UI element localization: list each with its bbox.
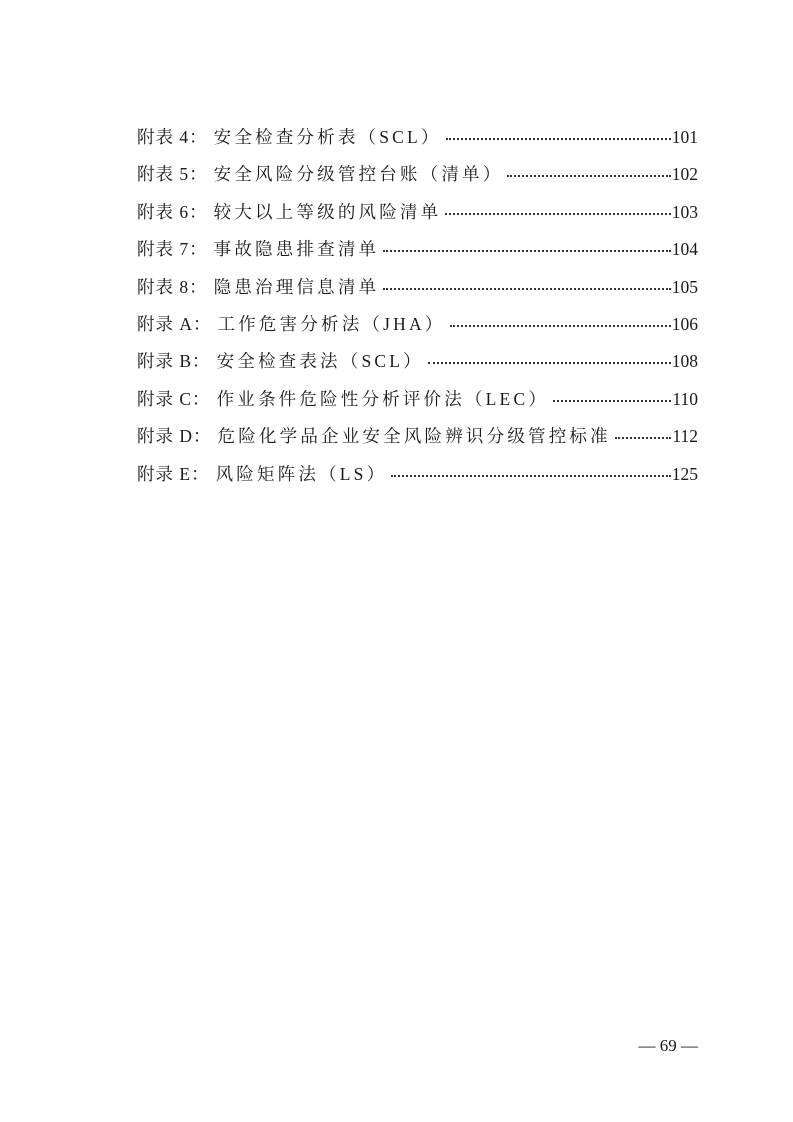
toc-entry-title xyxy=(137,161,503,186)
toc-entry-text: 安全检查分析表（SCL） xyxy=(213,127,442,147)
toc-entry-prefix: 附表 8： xyxy=(137,276,208,297)
dot-leader xyxy=(615,437,672,439)
toc-entry[interactable] xyxy=(137,161,698,198)
toc-entry-text: 工作危害分析法（JHA） xyxy=(217,313,446,334)
dot-leader xyxy=(553,400,671,402)
toc-entry-text: 危险化学品企业安全风险辨识分级管控标准 xyxy=(217,426,611,447)
toc-entry-prefix: 附表 7： xyxy=(137,239,208,260)
toc-entry-text: 事故隐患排查清单 xyxy=(213,239,380,260)
toc-entry-prefix: 附表 4： xyxy=(137,127,208,147)
toc-entry-page: 103 xyxy=(671,201,698,222)
toc-entry-page: 106 xyxy=(671,313,698,334)
dot-leader xyxy=(383,250,671,252)
toc-entry-page: 112 xyxy=(672,426,698,447)
toc-entry-title xyxy=(137,274,379,299)
dot-leader xyxy=(383,288,671,290)
toc-entry-prefix: 附录 D： xyxy=(137,426,212,447)
toc-entry[interactable] xyxy=(137,423,698,460)
toc-entry[interactable] xyxy=(137,199,698,236)
dot-leader xyxy=(450,325,671,327)
toc-entry-title xyxy=(137,311,446,336)
toc-entry[interactable] xyxy=(137,236,698,273)
toc-entry-prefix: 附录 E： xyxy=(137,463,210,484)
toc-entry-page: 125 xyxy=(671,463,698,484)
toc-entry-title xyxy=(137,199,441,224)
dot-leader xyxy=(445,213,670,215)
toc-entry[interactable] xyxy=(137,461,698,498)
toc-entry-page: 104 xyxy=(671,239,698,260)
toc-entry[interactable] xyxy=(137,311,698,348)
toc-entry-text: 风险矩阵法（LS） xyxy=(215,463,388,484)
toc-entry-title xyxy=(137,386,549,411)
dot-leader xyxy=(507,175,670,177)
dot-leader xyxy=(428,362,671,364)
table-of-contents xyxy=(137,124,698,498)
toc-entry-prefix: 附录 B： xyxy=(137,351,211,372)
page-number: — 69 — xyxy=(638,1036,698,1055)
toc-entry-title xyxy=(137,236,379,261)
toc-entry[interactable] xyxy=(137,124,698,161)
toc-entry-page: 102 xyxy=(671,164,698,185)
toc-entry-page: 101 xyxy=(671,127,698,147)
toc-entry-page: 108 xyxy=(671,351,698,372)
toc-entry-title xyxy=(137,348,424,373)
toc-entry-title xyxy=(137,461,387,486)
toc-entry-page: 110 xyxy=(672,388,698,409)
toc-entry-text: 安全风险分级管控台账（清单） xyxy=(213,164,504,185)
toc-entry-text: 作业条件危险性分析评价法（LEC） xyxy=(216,388,550,409)
toc-entry-text: 较大以上等级的风险清单 xyxy=(213,201,442,222)
toc-entry-prefix: 附表 5： xyxy=(137,164,208,185)
toc-entry-title xyxy=(137,423,611,448)
dot-leader xyxy=(391,475,670,477)
dot-leader xyxy=(446,138,671,140)
toc-entry-title xyxy=(137,124,442,149)
toc-entry-text: 安全检查表法（SCL） xyxy=(216,351,424,372)
toc-entry-prefix: 附录 A： xyxy=(137,313,212,334)
toc-entry[interactable] xyxy=(137,348,698,385)
toc-entry[interactable] xyxy=(137,386,698,423)
toc-entry[interactable] xyxy=(137,274,698,311)
toc-entry-prefix: 附录 C： xyxy=(137,388,211,409)
toc-entry-page: 105 xyxy=(671,276,698,297)
toc-entry-text: 隐患治理信息清单 xyxy=(213,276,380,297)
toc-entry-prefix: 附表 6： xyxy=(137,201,208,222)
